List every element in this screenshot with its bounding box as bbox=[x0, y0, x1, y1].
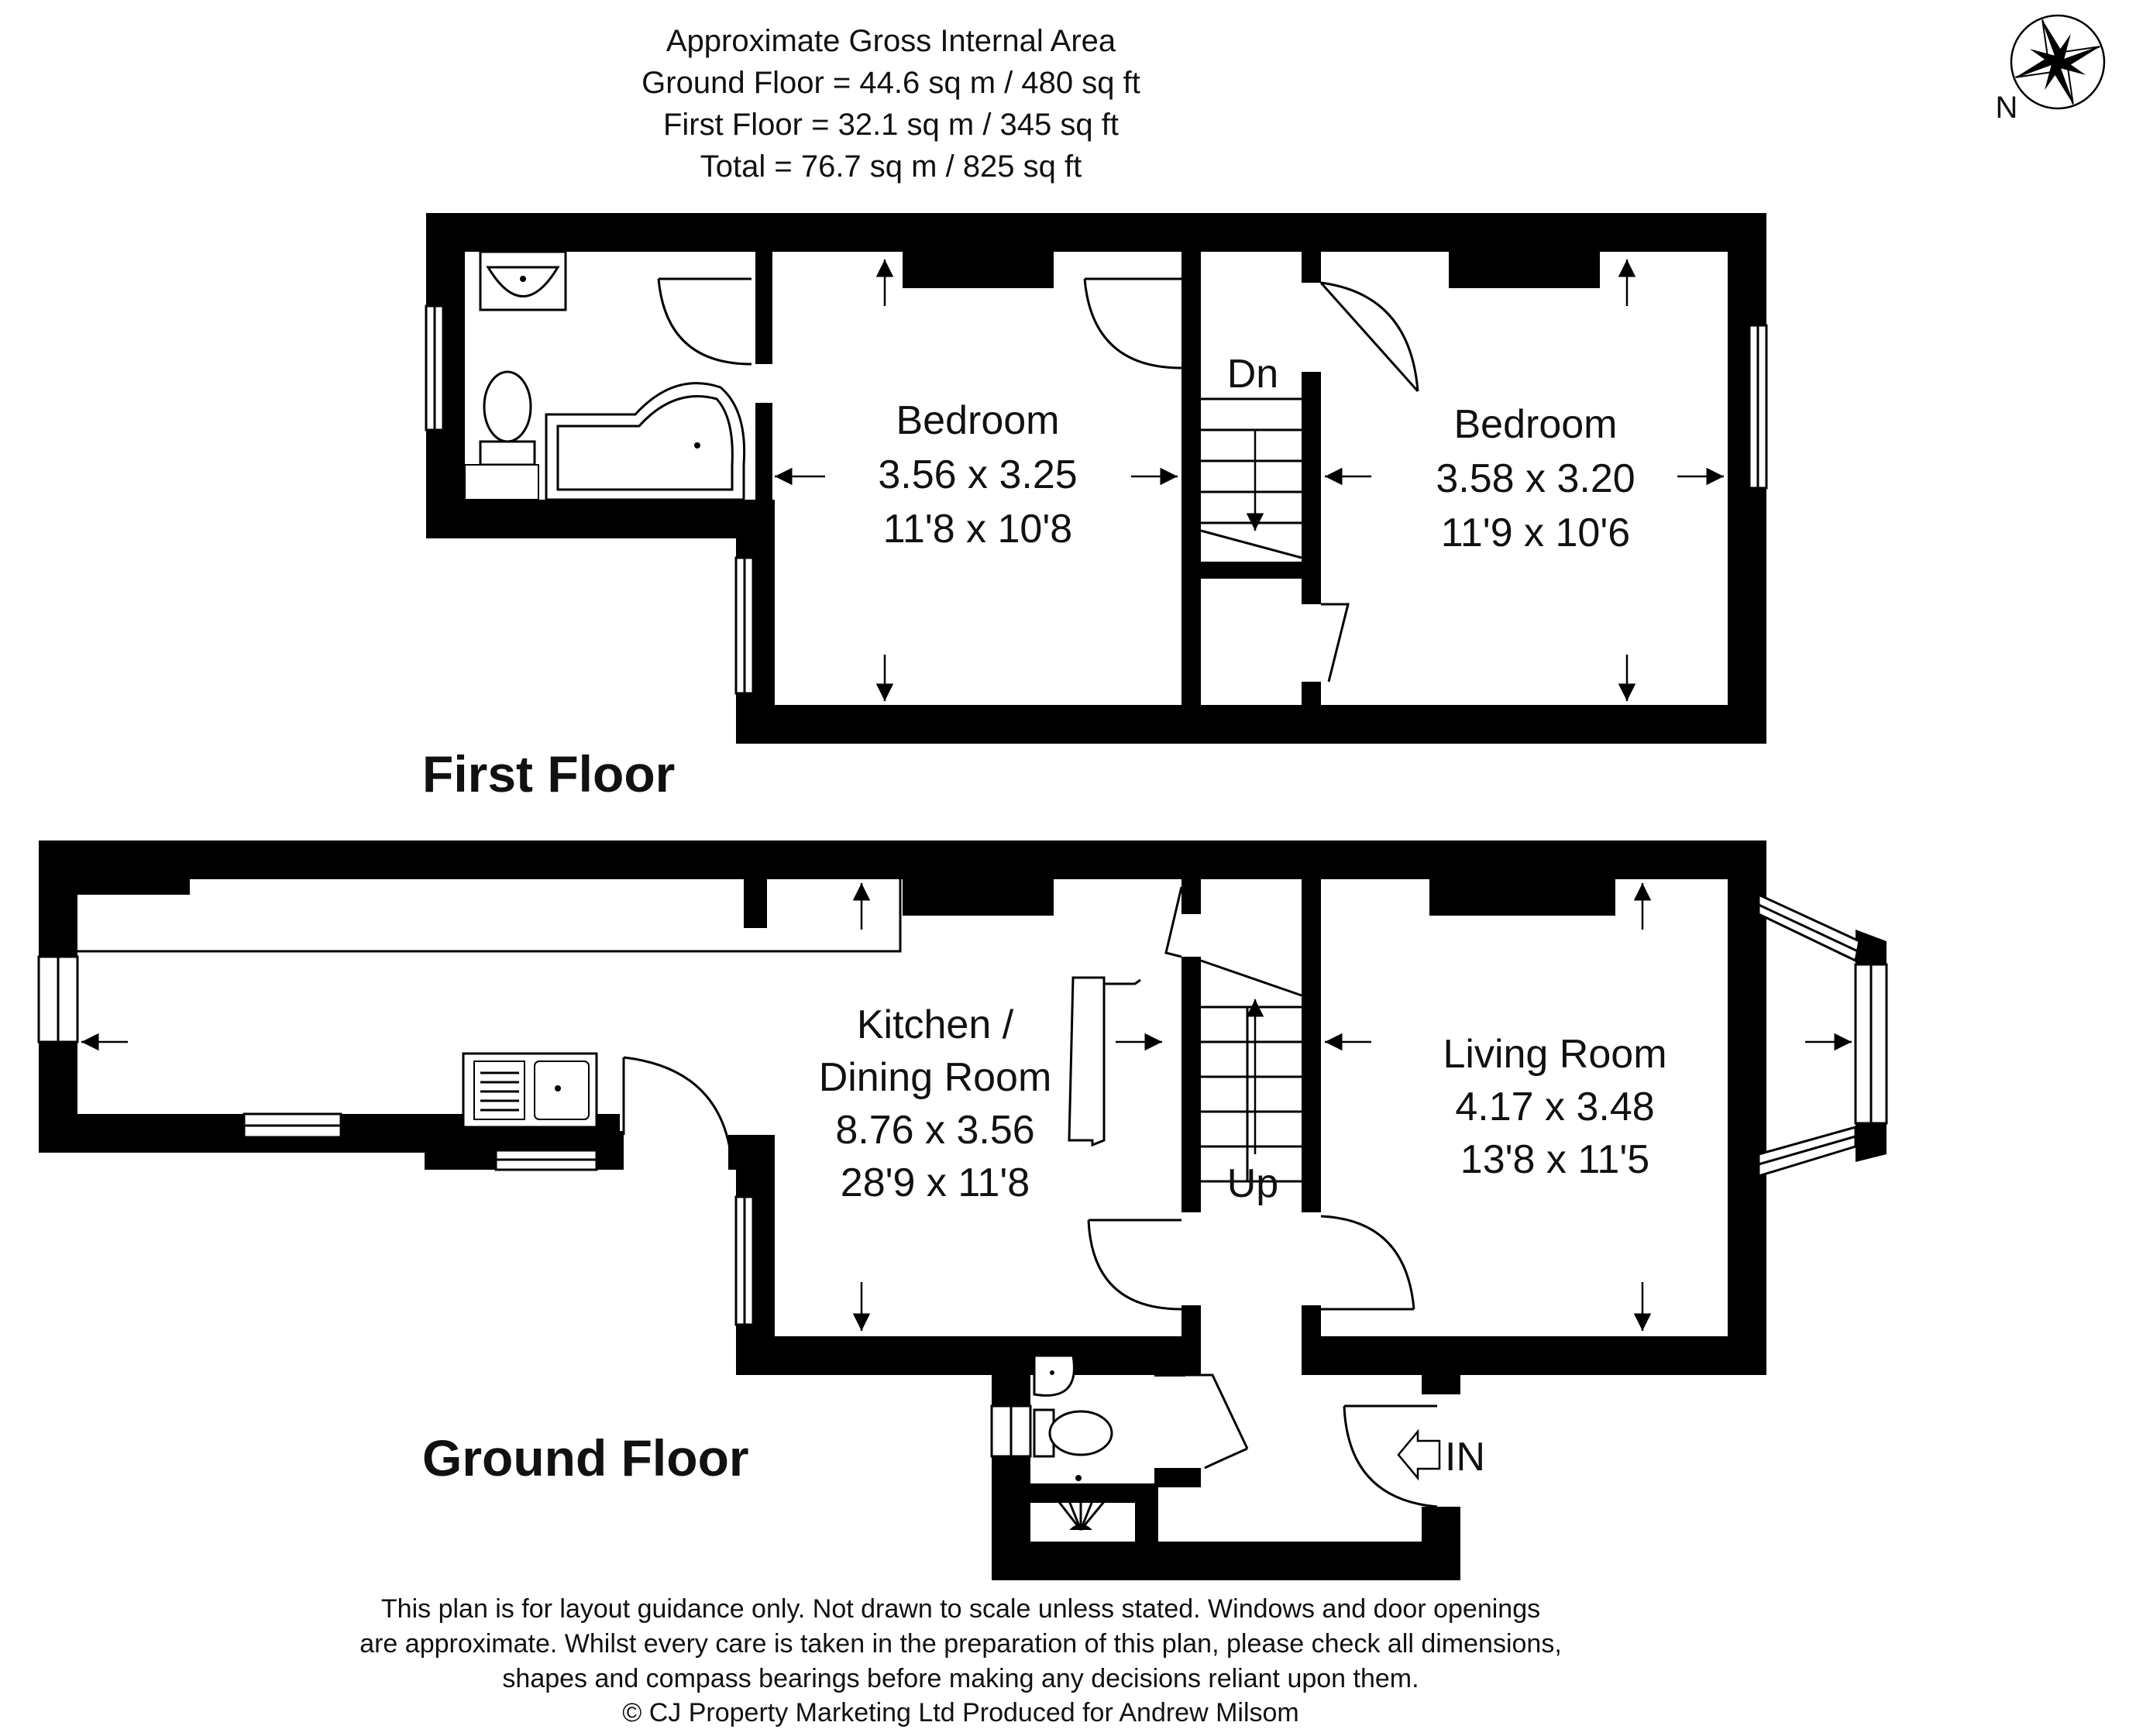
ground-floor-stairs bbox=[1201, 961, 1302, 1181]
ground-floor-label: Ground Floor bbox=[422, 1429, 749, 1487]
wc-toilet-icon bbox=[1034, 1410, 1112, 1456]
header-total-area: Total = 76.7 sq m / 825 sq ft bbox=[700, 150, 1082, 184]
first-floor-plan bbox=[426, 213, 1766, 744]
entrance-label: IN bbox=[1445, 1435, 1485, 1480]
disclaimer-copyright: © CJ Property Marketing Ltd Produced for Andrew Milsom bbox=[622, 1698, 1299, 1727]
living-room-imperial: 13'8 x 11'5 bbox=[1460, 1137, 1650, 1182]
living-room-name: Living Room bbox=[1443, 1032, 1667, 1077]
bath-icon bbox=[546, 383, 745, 500]
kitchen-name-line2: Dining Room bbox=[818, 1055, 1052, 1100]
header-first-area: First Floor = 32.1 sq m / 345 sq ft bbox=[662, 108, 1120, 142]
area-header bbox=[641, 24, 1140, 184]
first-floor-label: First Floor bbox=[422, 745, 676, 803]
wc-basin-icon bbox=[1034, 1356, 1074, 1395]
disclaimer-line-1: This plan is for layout guidance only. Not drawn to scale unless stated. Windows and door openings bbox=[380, 1594, 1541, 1624]
kitchen-sink-icon bbox=[463, 1054, 597, 1127]
disclaimer-line-3: shapes and compass bearings before making any decisions reliant upon them. bbox=[502, 1664, 1419, 1693]
bedroom-1-metric: 3.56 x 3.25 bbox=[878, 452, 1078, 497]
bedroom-1-imperial: 11'8 x 10'8 bbox=[882, 507, 1073, 552]
first-floor-stairs bbox=[1201, 399, 1302, 558]
header-title: Approximate Gross Internal Area bbox=[666, 24, 1116, 58]
bedroom-2-imperial: 11'9 x 10'6 bbox=[1440, 510, 1631, 555]
disclaimer-line-2: are approximate. Whilst every care is taken in the preparation of this plan, please check all dimensions, bbox=[359, 1629, 1562, 1659]
bedroom-2-metric: 3.58 x 3.20 bbox=[1436, 456, 1635, 501]
kitchen-name-line1: Kitchen / bbox=[856, 1002, 1014, 1047]
kitchen-metric: 8.76 x 3.56 bbox=[835, 1108, 1035, 1153]
header-ground-area: Ground Floor = 44.6 sq m / 480 sq ft bbox=[641, 66, 1140, 100]
kitchen-imperial: 28'9 x 11'8 bbox=[840, 1160, 1030, 1205]
toilet-icon bbox=[480, 372, 535, 465]
bathroom-sink-icon bbox=[480, 252, 566, 310]
bedroom-1-name: Bedroom bbox=[896, 398, 1060, 443]
bedroom-2-name: Bedroom bbox=[1453, 402, 1618, 447]
compass-north-label: N bbox=[1995, 91, 2018, 125]
ground-floor-plan bbox=[39, 840, 1887, 1580]
first-floor-stairs-label: Dn bbox=[1226, 352, 1279, 397]
entrance-arrow-icon bbox=[1398, 1432, 1439, 1478]
ground-floor-stairs-label: Up bbox=[1226, 1161, 1279, 1206]
living-room-metric: 4.17 x 3.48 bbox=[1455, 1085, 1655, 1129]
disclaimer bbox=[359, 1594, 1562, 1727]
